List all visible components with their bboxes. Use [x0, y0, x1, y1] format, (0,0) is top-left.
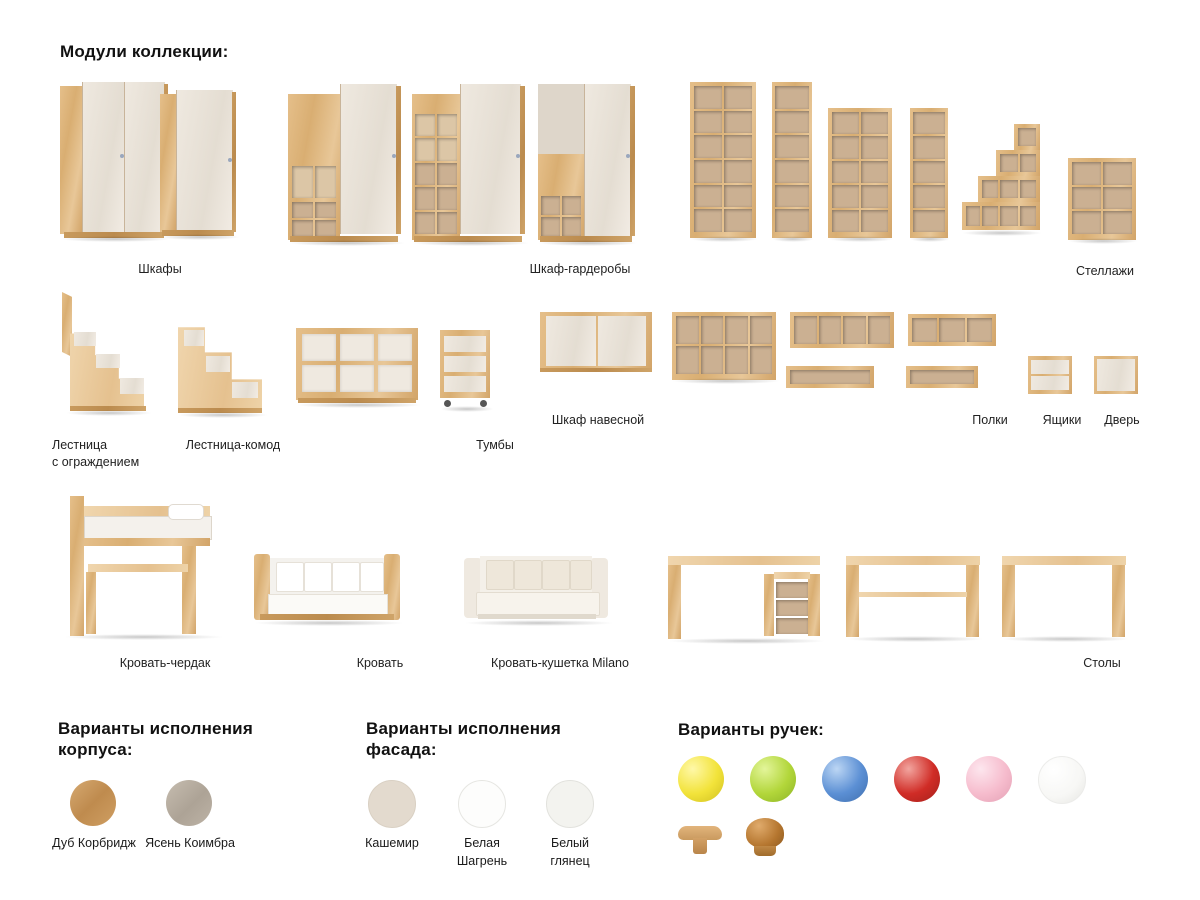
shelving-mid-narrow: [910, 108, 954, 242]
white-knob-icon: [1038, 756, 1086, 804]
caption-drawers: Ящики: [1042, 413, 1082, 427]
handle-blue[interactable]: [822, 756, 868, 802]
swatch-facade-1-label-1: Белая: [464, 836, 500, 850]
handle-white[interactable]: [1038, 756, 1086, 804]
swatch-facade-1-color: [458, 780, 506, 828]
caption-wardrobe-closets: Шкаф-гардеробы: [529, 262, 631, 276]
wardrobe-closet-c: [538, 84, 638, 244]
caption-sofa-bed: Кровать-кушетка Milano: [491, 656, 629, 670]
swatch-facade-2-label-1: Белый: [550, 836, 589, 850]
caption-wall-cabinet: Шкаф навесной: [551, 413, 645, 427]
swatch-facade-0[interactable]: [368, 780, 416, 828]
handle-wood-flat[interactable]: [678, 824, 732, 860]
yellow-knob-icon: [678, 756, 724, 802]
handle-wood-round[interactable]: [744, 818, 798, 864]
shelving-tall-wide: [690, 82, 760, 242]
handle-red[interactable]: [894, 756, 940, 802]
caption-shelves: Полки: [972, 413, 1008, 427]
swatch-body-1[interactable]: [166, 780, 212, 826]
red-knob-icon: [894, 756, 940, 802]
swatch-body-0-color: [70, 780, 116, 826]
shelf-open-short: [906, 366, 986, 396]
wood-round-knob-stem: [754, 846, 776, 856]
bed-sofa: [254, 548, 404, 634]
swatch-facade-0-color: [368, 780, 416, 828]
body-finishes-title: Варианты исполнения корпуса:: [58, 719, 253, 759]
desk-corner: [668, 550, 828, 646]
swatch-body-0-label: Дуб Корбридж: [52, 836, 136, 850]
caption-desks: Столы: [1083, 656, 1121, 670]
blue-knob-icon: [822, 756, 868, 802]
green-knob-icon: [750, 756, 796, 802]
wall-cabinet: [540, 312, 658, 376]
caption-loft-bed: Кровать-чердак: [119, 656, 211, 670]
drawer-box: [1028, 356, 1076, 400]
shelf-unit-tall: [672, 312, 782, 384]
handles-title: Варианты ручек:: [678, 720, 824, 739]
swatch-facade-0-label: Кашемир: [365, 836, 419, 850]
wardrobe-1door: [160, 90, 238, 240]
caption-wardrobes: Шкафы: [138, 262, 182, 276]
door-module: [1094, 356, 1142, 400]
wardrobe-2door: [60, 82, 168, 240]
caption-door: Дверь: [1104, 413, 1140, 427]
shelf-unit-long: [790, 312, 900, 356]
loft-bed: [64, 492, 224, 642]
handle-green[interactable]: [750, 756, 796, 802]
swatch-facade-1[interactable]: [458, 780, 506, 828]
pedestal-wide: [296, 328, 426, 410]
shelving-tall-narrow: [772, 82, 816, 242]
sofa-bed-milano: [464, 548, 614, 634]
pink-knob-icon: [966, 756, 1012, 802]
caption-stairs-chest: Лестница-комод: [185, 438, 281, 452]
swatch-body-0[interactable]: [70, 780, 116, 826]
stairs-chest: [178, 310, 278, 416]
swatch-facade-2-color: [546, 780, 594, 828]
swatch-facade-2[interactable]: [546, 780, 594, 828]
swatch-facade-1-label-2: Шагрень: [456, 854, 508, 868]
stairs-with-rail: [62, 292, 158, 414]
shelving-low-wide: [1068, 158, 1142, 244]
swatch-facade-2-label-2: глянец: [550, 854, 590, 868]
swatch-body-1-color: [166, 780, 212, 826]
caption-shelving: Стеллажи: [1075, 264, 1135, 278]
swatch-body-1-label: Ясень Коимбра: [145, 836, 235, 850]
wood-flat-knob-stem: [693, 838, 707, 854]
caption-pedestals: Тумбы: [476, 438, 514, 452]
shelf-open-long: [786, 366, 880, 396]
shelf-unit-medium: [908, 314, 1002, 354]
shelving-mid-wide: [828, 108, 898, 242]
facade-finishes-title: Варианты исполнения фасада:: [366, 719, 561, 759]
caption-stairs-rail-2: с ограждением: [52, 455, 140, 469]
wardrobe-closet-a: [288, 84, 406, 244]
pedestal-mobile: [440, 330, 496, 412]
wood-round-knob-icon: [746, 818, 784, 848]
handle-pink[interactable]: [966, 756, 1012, 802]
caption-bed: Кровать: [356, 656, 404, 670]
shelving-step: [962, 124, 1042, 242]
wardrobe-closet-b: [412, 84, 530, 244]
caption-stairs-rail-1: Лестница: [52, 438, 108, 452]
page-title: Модули коллекции:: [60, 42, 229, 61]
desk-long: [846, 552, 986, 644]
handle-yellow[interactable]: [678, 756, 724, 802]
desk-short: [1002, 556, 1132, 648]
